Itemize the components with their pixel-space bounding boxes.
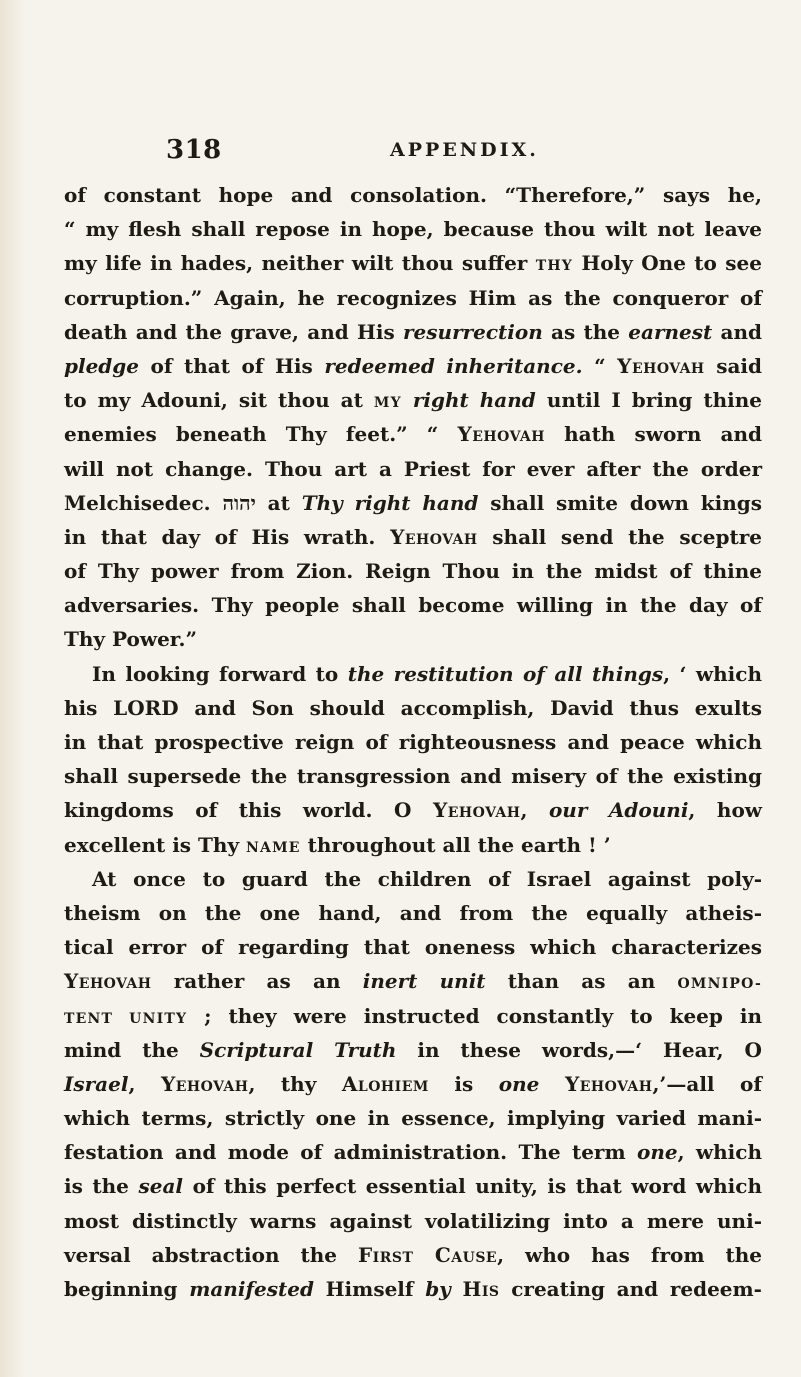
text-line: Thy Power.” [64,627,197,652]
text-line: Israel, Yehovah, thy Alohiem is one Yehovah,’—all of [64,1071,762,1096]
text-line: shall supersede the transgression and misery of the existing [64,764,762,789]
text-line: in that day of His wrath. Yehovah shall send the sceptre [64,524,762,549]
text-line: which terms, strictly one in essence, implying varied mani- [64,1106,762,1131]
text-line: most distinctly warns against volatilizing into a mere uni- [64,1208,762,1233]
body-text [64,178,762,1306]
text-line: “ my flesh shall repose in hope, because thou wilt not leave [64,217,762,242]
text-line: kingdoms of this world. O Yehovah, our Adouni, how [64,798,762,823]
hebrew-word: יהוה [222,490,256,515]
text-line: to my Adouni, sit thou at MY right hand until I bring thine [64,388,763,413]
text-line: is the seal of this perfect essential unity, is that word which [64,1174,762,1199]
text-line: festation and mode of administration. The term one, which [64,1140,762,1165]
text-line: mind the Scriptural Truth in these words,—‘ Hear, O [64,1037,762,1062]
text-line: of constant hope and consolation. “Therefore,” says he, [64,183,762,207]
text-line: my life in hades, neither wilt thou suffer THY Holy One to see [64,251,762,276]
text-line: Yehovah rather as an inert unit than as an OMNIPO- [64,969,762,994]
text-line: excellent is Thy NAME throughout all the earth ! ’ [64,832,611,857]
text-line: versal abstraction the First Cause, who has from the [64,1242,762,1267]
text-line: of Thy power from Zion. Reign Thou in the midst of thine [64,559,762,584]
text-line: theism on the one hand, and from the equally atheis- [64,900,762,925]
page-edge-shadow [0,0,26,1377]
running-head: APPENDIX. [390,139,539,161]
text-line: beginning manifested Himself by His creating and redeem- [64,1277,762,1301]
text-line: enemies beneath Thy feet.” “ Yehovah hath sworn and [64,422,762,447]
text-line: death and the grave, and His resurrection as the earnest and [64,319,762,344]
text-line: tical error of regarding that oneness which characterizes [64,935,762,960]
text-line: TENT UNITY ; they were instructed constantly to keep in [64,1003,762,1028]
text-line: his LORD and Son should accomplish, David thus exults [64,695,762,720]
text-line: will not change. Thou art a Priest for ever after the order [64,456,762,481]
text-line: Melchisedec. יהוה at Thy right hand shall smite down kings [64,490,762,515]
page-number: 318 [166,135,222,165]
text-line: adversaries. Thy people shall become willing in the day of [64,593,762,618]
text-line: At once to guard the children of Israel against poly- [92,866,762,891]
text-line: in that prospective reign of righteousness and peace which [64,730,762,754]
text-line: In looking forward to the restitution of all things, ‘ which [92,661,763,686]
text-line: corruption.” Again, he recognizes Him as the conqueror of [64,285,762,310]
page-header [0,135,801,175]
text-line: pledge of that of His redeemed inheritance. “ Yehovah said [64,353,763,378]
